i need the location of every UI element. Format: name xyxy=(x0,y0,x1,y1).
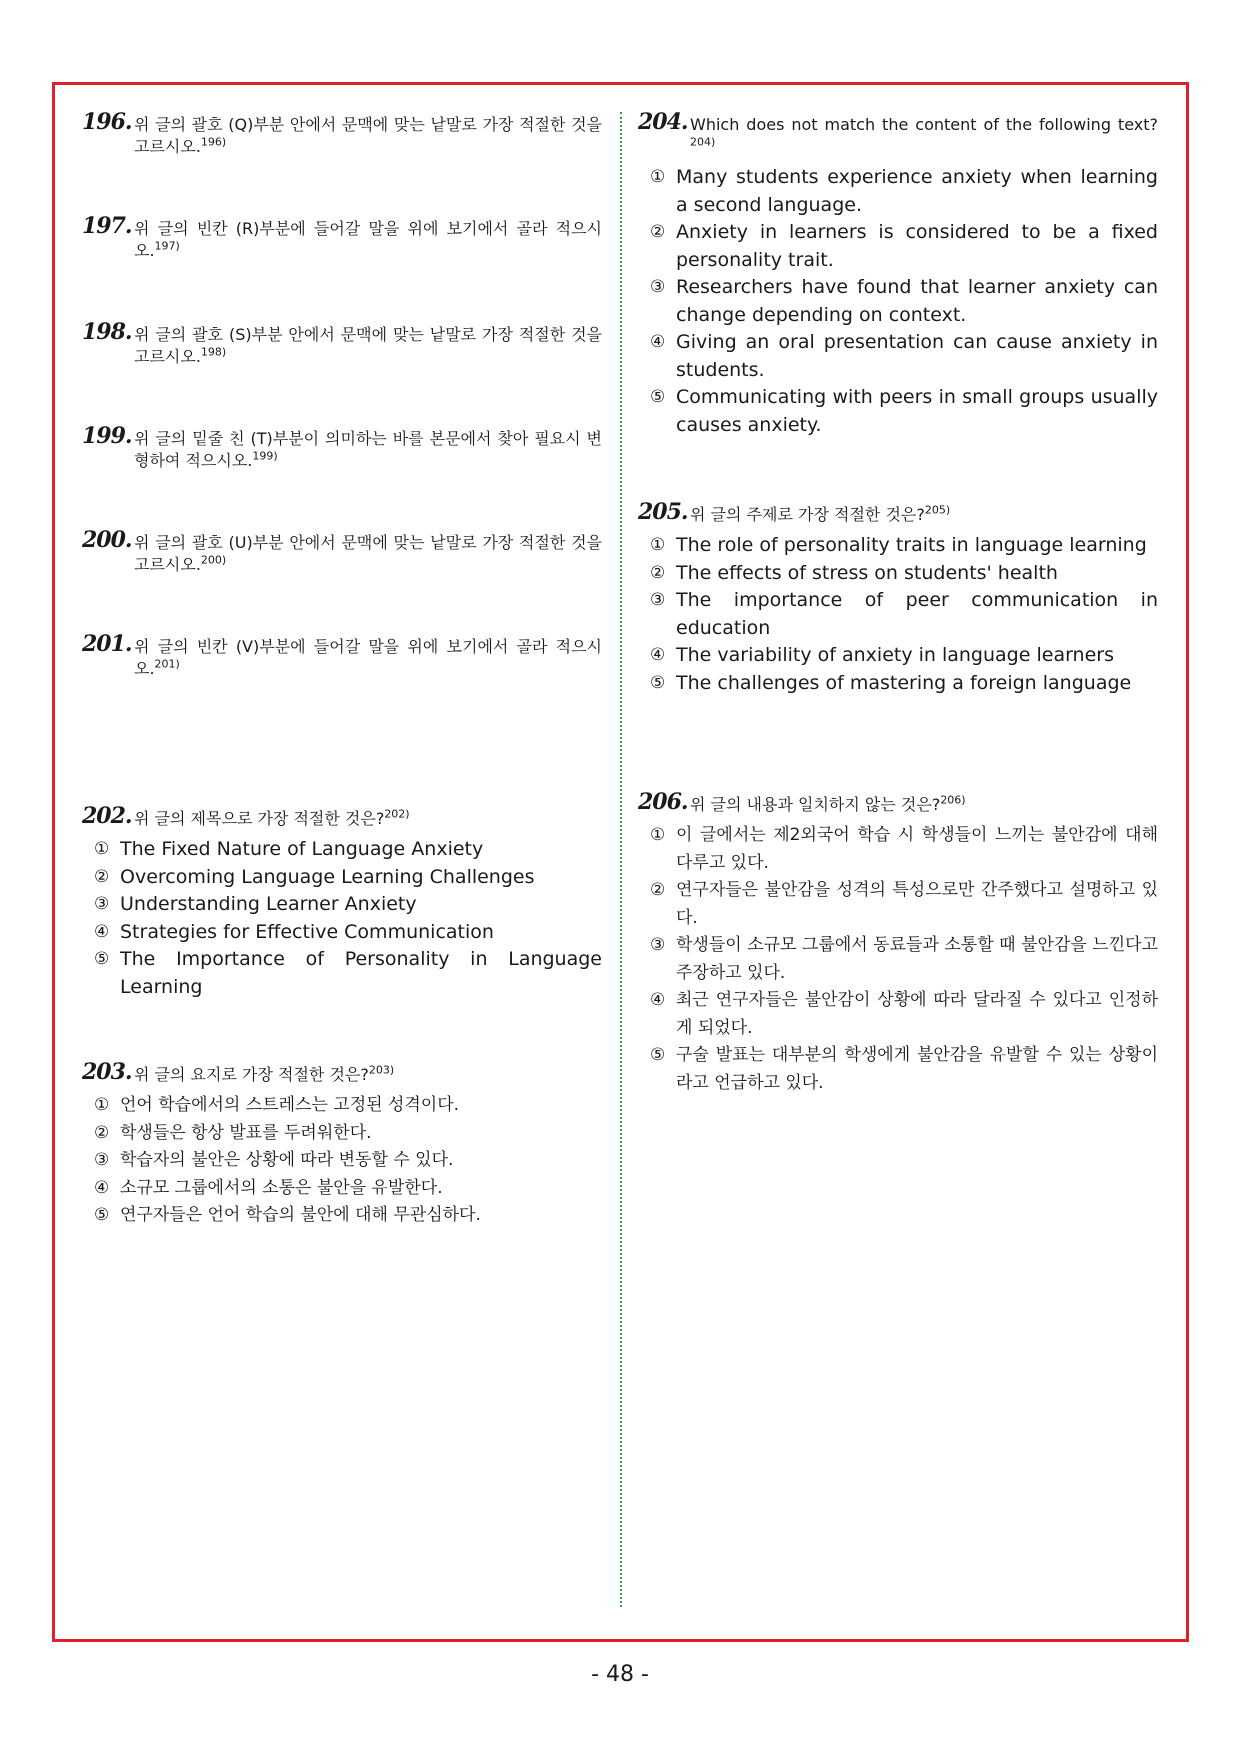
option-text: The Fixed Nature of Language Anxiety xyxy=(120,838,484,860)
footnote-ref: 204) xyxy=(690,135,716,149)
option-mark: ① xyxy=(94,1095,110,1115)
question-number: 200. xyxy=(82,527,132,553)
answer-option[interactable] xyxy=(638,877,1158,932)
answer-option[interactable] xyxy=(82,946,602,1001)
option-text: The role of personality traits in language learning xyxy=(676,534,1147,556)
option-mark: ② xyxy=(94,1122,110,1143)
question-text: 위 글의 빈칸 (R)부분에 들어갈 말을 위에 보기에서 골라 적으시오. xyxy=(134,219,602,260)
footnote-ref: 199) xyxy=(252,449,278,463)
option-mark: ③ xyxy=(650,935,666,955)
question-197 xyxy=(82,213,602,262)
option-mark: ① xyxy=(650,825,666,845)
footnote-ref: 198) xyxy=(200,345,227,359)
answer-option[interactable] xyxy=(638,670,1158,698)
question-text: 위 글의 괄호 (Q)부분 안에서 문맥에 맞는 낱말로 가장 적절한 것을 고르시오. xyxy=(134,115,602,156)
footnote-ref: 201) xyxy=(154,657,180,671)
option-mark: ③ xyxy=(650,277,666,297)
option-mark: ③ xyxy=(94,894,110,914)
question-number: 202. xyxy=(82,803,132,829)
question-text: 위 글의 요지로 가장 적절한 것은? xyxy=(134,1065,369,1084)
question-199 xyxy=(82,423,602,472)
option-text: 학습자의 불안은 상황에 따라 변동할 수 있다. xyxy=(120,1150,454,1170)
answer-options xyxy=(638,822,1158,1097)
answer-option[interactable] xyxy=(82,1175,602,1203)
option-mark: ④ xyxy=(650,990,666,1010)
question-number: 198. xyxy=(82,319,132,345)
answer-option[interactable] xyxy=(82,891,602,919)
answer-option[interactable] xyxy=(638,822,1158,877)
option-text: The Importance of Personality in Language Learning xyxy=(120,948,602,998)
option-mark: ④ xyxy=(650,645,666,665)
footnote-ref: 205) xyxy=(924,503,951,517)
option-mark: ① xyxy=(94,839,110,859)
answer-option[interactable] xyxy=(638,560,1158,588)
footnote-ref: 206) xyxy=(940,793,966,807)
question-203 xyxy=(82,1059,602,1230)
question-text: 위 글의 괄호 (S)부분 안에서 문맥에 맞는 낱말로 가장 적절한 것을 고르시오. xyxy=(134,325,602,366)
option-mark: ① xyxy=(650,167,666,187)
option-mark: ② xyxy=(650,222,666,242)
option-text: 연구자들은 불안감을 성격의 특성으로만 간주했다고 설명하고 있다. xyxy=(676,880,1158,928)
question-205 xyxy=(638,499,1158,697)
footnote-ref: 202) xyxy=(384,807,410,821)
answer-option[interactable] xyxy=(638,587,1158,642)
answer-option[interactable] xyxy=(82,864,602,892)
answer-option[interactable] xyxy=(638,932,1158,987)
option-text: The variability of anxiety in language learners xyxy=(676,644,1115,666)
option-mark: ③ xyxy=(94,1150,110,1170)
option-text: The effects of stress on students' health xyxy=(676,561,1058,584)
answer-option[interactable] xyxy=(638,532,1158,560)
question-text: 위 글의 내용과 일치하지 않는 것은? xyxy=(690,795,941,814)
option-mark: ④ xyxy=(94,1177,110,1198)
question-text: 위 글의 밑줄 친 (T)부분이 의미하는 바를 본문에서 찾아 필요시 변형하여 적으시오. xyxy=(134,429,602,470)
option-text: Overcoming Language Learning Challenges xyxy=(120,865,535,888)
answer-option[interactable] xyxy=(82,1202,602,1230)
answer-option[interactable] xyxy=(82,836,602,864)
option-mark: ② xyxy=(650,880,666,900)
answer-options xyxy=(82,836,602,1001)
question-text: 위 글의 주제로 가장 적절한 것은? xyxy=(690,505,925,524)
option-text: 학생들이 소규모 그룹에서 동료들과 소통할 때 불안감을 느낀다고 주장하고 있다. xyxy=(676,935,1158,983)
option-mark: ⑤ xyxy=(650,672,666,693)
answer-option[interactable] xyxy=(638,384,1158,439)
question-204 xyxy=(638,109,1158,439)
option-mark: ⑤ xyxy=(650,1045,666,1065)
question-number: 199. xyxy=(82,423,132,449)
column-divider xyxy=(620,112,622,1607)
answer-option[interactable] xyxy=(638,274,1158,329)
question-number: 206. xyxy=(638,789,688,815)
question-206 xyxy=(638,789,1158,1097)
answer-option[interactable] xyxy=(638,1042,1158,1097)
question-number: 197. xyxy=(82,213,132,239)
option-text: Many students experience anxiety when learning a second language. xyxy=(676,166,1158,216)
question-text: 위 글의 제목으로 가장 적절한 것은? xyxy=(134,809,385,828)
question-number: 196. xyxy=(82,109,132,135)
question-number: 203. xyxy=(82,1059,132,1085)
answer-option[interactable] xyxy=(638,329,1158,384)
question-202 xyxy=(82,803,602,1001)
option-text: 구술 발표는 대부분의 학생에게 불안감을 유발할 수 있는 상황이라고 언급하고 있다. xyxy=(676,1045,1158,1093)
question-200 xyxy=(82,527,602,576)
option-text: The challenges of mastering a foreign language xyxy=(676,671,1132,694)
option-text: Communicating with peers in small groups usually causes anxiety. xyxy=(676,386,1158,436)
answer-option[interactable] xyxy=(82,1120,602,1148)
answer-options xyxy=(638,164,1158,439)
footnote-ref: 197) xyxy=(154,239,180,253)
question-number: 201. xyxy=(82,631,132,657)
option-text: Understanding Learner Anxiety xyxy=(120,893,417,915)
option-text: Strategies for Effective Communication xyxy=(120,920,494,943)
option-text: Anxiety in learners is considered to be a fixed personality trait. xyxy=(676,221,1158,271)
page-number: - 48 - xyxy=(591,1662,649,1687)
option-mark: ④ xyxy=(650,332,666,352)
answer-option[interactable] xyxy=(638,642,1158,670)
footnote-ref: 203) xyxy=(368,1063,395,1077)
option-mark: ⑤ xyxy=(94,1205,110,1225)
option-mark: ② xyxy=(94,866,110,887)
answer-option[interactable] xyxy=(638,164,1158,219)
question-text: Which does not match the content of the following text? xyxy=(690,115,1158,134)
option-text: 이 글에서는 제2외국어 학습 시 학생들이 느끼는 불안감에 대해 다루고 있다. xyxy=(676,825,1158,873)
option-mark: ⑤ xyxy=(650,387,666,407)
answer-options xyxy=(82,1092,602,1230)
answer-option[interactable] xyxy=(638,219,1158,274)
option-text: 학생들은 항상 발표를 두려워한다. xyxy=(120,1122,372,1143)
answer-option[interactable] xyxy=(638,987,1158,1042)
question-201 xyxy=(82,631,602,680)
footnote-ref: 200) xyxy=(200,553,227,567)
answer-options xyxy=(638,532,1158,697)
option-mark: ① xyxy=(650,535,666,555)
option-text: Giving an oral presentation can cause anxiety in students. xyxy=(676,331,1158,381)
option-text: 소규모 그룹에서의 소통은 불안을 유발한다. xyxy=(120,1177,443,1198)
option-text: 최근 연구자들은 불안감이 상황에 따라 달라질 수 있다고 인정하게 되었다. xyxy=(676,990,1158,1038)
option-text: The importance of peer communication in education xyxy=(676,589,1158,639)
question-196 xyxy=(82,109,602,158)
footnote-ref: 196) xyxy=(200,135,227,149)
question-198 xyxy=(82,319,602,368)
option-mark: ② xyxy=(650,562,666,583)
question-number: 205. xyxy=(638,499,688,525)
option-text: 언어 학습에서의 스트레스는 고정된 성격이다. xyxy=(120,1095,460,1115)
option-mark: ④ xyxy=(94,921,110,942)
option-mark: ⑤ xyxy=(94,949,110,969)
answer-option[interactable] xyxy=(82,919,602,947)
question-text: 위 글의 빈칸 (V)부분에 들어갈 말을 위에 보기에서 골라 적으시오. xyxy=(134,637,602,678)
option-text: 연구자들은 언어 학습의 불안에 대해 무관심하다. xyxy=(120,1205,481,1225)
question-number: 204. xyxy=(638,109,688,135)
option-text: Researchers have found that learner anxiety can change depending on context. xyxy=(676,276,1158,326)
answer-option[interactable] xyxy=(82,1092,602,1120)
answer-option[interactable] xyxy=(82,1147,602,1175)
question-text: 위 글의 괄호 (U)부분 안에서 문맥에 맞는 낱말로 가장 적절한 것을 고르시오. xyxy=(134,533,602,574)
option-mark: ③ xyxy=(650,590,666,610)
